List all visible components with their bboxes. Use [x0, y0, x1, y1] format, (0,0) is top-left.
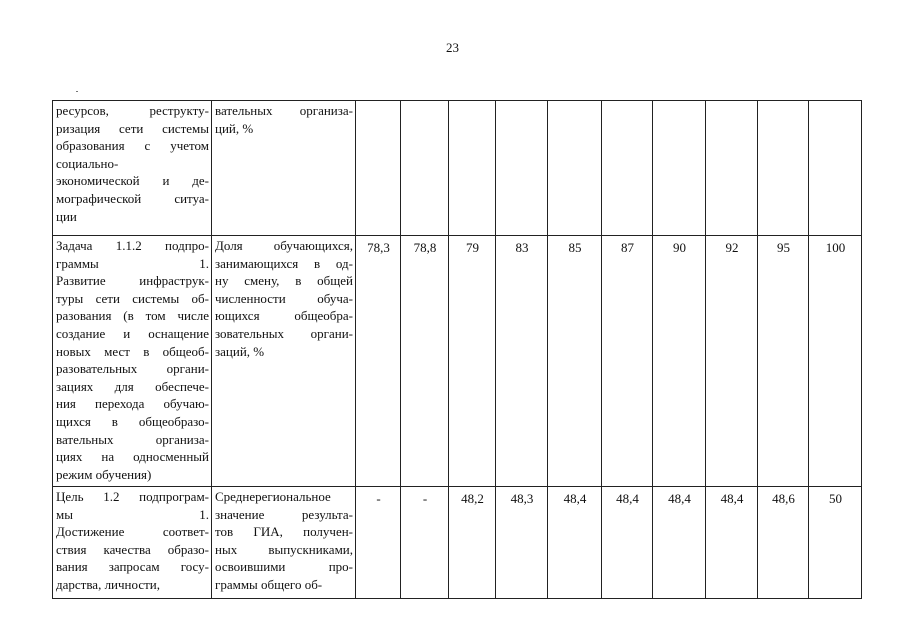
- value-cell: [496, 101, 548, 236]
- value-cell: 79: [449, 236, 496, 487]
- table-row: [53, 101, 862, 236]
- goal-cell-line: мы 1.: [56, 506, 209, 522]
- indicator-cell: [212, 487, 356, 599]
- value-cell: [449, 101, 496, 236]
- goal-cell-line: ресурсов, реструкту-: [56, 103, 209, 118]
- goal-cell-line: ствия качества образо-: [56, 541, 209, 557]
- goal-cell-line: Задача 1.1.2 подпро-: [56, 238, 209, 253]
- goal-cell-line: щихся в общеобразо-: [56, 413, 209, 429]
- indicator-cell-line: граммы общего об-: [215, 576, 323, 592]
- table-row: [53, 236, 862, 487]
- value-cell: 48,4: [602, 487, 653, 599]
- value-cell: 78,3: [356, 236, 401, 487]
- goal-cell-line: мографической ситуа-: [56, 190, 209, 206]
- goal-cell-line: граммы 1.: [56, 255, 209, 271]
- goal-cell-line: туры сети системы об-: [56, 290, 209, 306]
- value-cell: 48,4: [653, 487, 706, 599]
- page-number: 23: [446, 40, 459, 55]
- value-cell: 83: [496, 236, 548, 487]
- goal-cell-line: ния перехода обучаю-: [56, 396, 209, 412]
- value-cell: [758, 101, 809, 236]
- goal-cell: [53, 101, 212, 236]
- goal-cell-line: Цель 1.2 подпрограм-: [56, 489, 209, 504]
- goal-cell-line: ризация сети системы: [56, 120, 209, 136]
- indicator-cell-line: Среднерегиональное: [215, 489, 331, 504]
- goal-cell-line: вательных организа-: [56, 431, 209, 447]
- goal-cell: [53, 487, 212, 599]
- value-cell: [548, 101, 602, 236]
- indicator-cell-line: занимающихся в од-: [215, 255, 353, 271]
- indicators-table: [52, 100, 862, 599]
- value-cell: 48,4: [706, 487, 758, 599]
- value-cell: 48,3: [496, 487, 548, 599]
- goal-cell-line: новых мест в общеоб-: [56, 343, 209, 359]
- goal-cell-line: социально-: [56, 155, 119, 171]
- indicator-cell-line: ющихся общеобра-: [215, 308, 353, 324]
- value-cell: 95: [758, 236, 809, 487]
- value-cell: -: [356, 487, 401, 599]
- goal-cell-line: образования с учетом: [56, 138, 209, 154]
- indicator-cell-line: численности обуча-: [215, 290, 353, 306]
- value-cell: [401, 101, 449, 236]
- table-row: [53, 487, 862, 599]
- goal-cell-line: Развитие инфраструк-: [56, 273, 209, 289]
- value-cell: [706, 101, 758, 236]
- indicator-cell-line: освоившими про-: [215, 559, 353, 575]
- goal-cell: [53, 236, 212, 487]
- indicator-cell-line: зовательных органи-: [215, 325, 353, 341]
- indicator-cell: [212, 236, 356, 487]
- goal-cell-line: разовательных органи-: [56, 361, 209, 377]
- indicator-cell-line: Доля обучающихся,: [215, 238, 353, 253]
- value-cell: [809, 101, 862, 236]
- value-cell: 48,6: [758, 487, 809, 599]
- goal-cell-line: дарства, личности,: [56, 576, 160, 592]
- value-cell: 100: [809, 236, 862, 487]
- indicator-cell-line: заций, %: [215, 343, 265, 359]
- value-cell: [356, 101, 401, 236]
- value-cell: 85: [548, 236, 602, 487]
- goal-cell-line: экономической и де-: [56, 173, 209, 189]
- indicator-cell-line: ну смену, в общей: [215, 273, 353, 289]
- value-cell: [653, 101, 706, 236]
- value-cell: 48,2: [449, 487, 496, 599]
- indicator-cell-line: значение результа-: [215, 506, 353, 522]
- indicator-cell: [212, 101, 356, 236]
- scan-dot: [76, 91, 78, 92]
- goal-cell-line: создание и оснащение: [56, 325, 209, 341]
- value-cell: -: [401, 487, 449, 599]
- value-cell: 78,8: [401, 236, 449, 487]
- indicator-cell-line: ций, %: [215, 120, 254, 136]
- value-cell: 48,4: [548, 487, 602, 599]
- goal-cell-line: циях на односменный: [56, 449, 209, 465]
- goal-cell-line: зациях для обеспече-: [56, 378, 209, 394]
- goal-cell-line: вания запросам госу-: [56, 559, 209, 575]
- value-cell: 50: [809, 487, 862, 599]
- value-cell: 92: [706, 236, 758, 487]
- value-cell: 90: [653, 236, 706, 487]
- goal-cell-line: ции: [56, 208, 77, 224]
- goal-cell-line: Достижение соответ-: [56, 524, 209, 540]
- value-cell: [602, 101, 653, 236]
- goal-cell-line: разования (в том числе: [56, 308, 209, 324]
- value-cell: 87: [602, 236, 653, 487]
- goal-cell-line: режим обучения): [56, 466, 152, 482]
- indicator-cell-line: вательных организа-: [215, 103, 353, 118]
- indicator-cell-line: ных выпускниками,: [215, 541, 353, 557]
- indicator-cell-line: тов ГИА, получен-: [215, 524, 353, 540]
